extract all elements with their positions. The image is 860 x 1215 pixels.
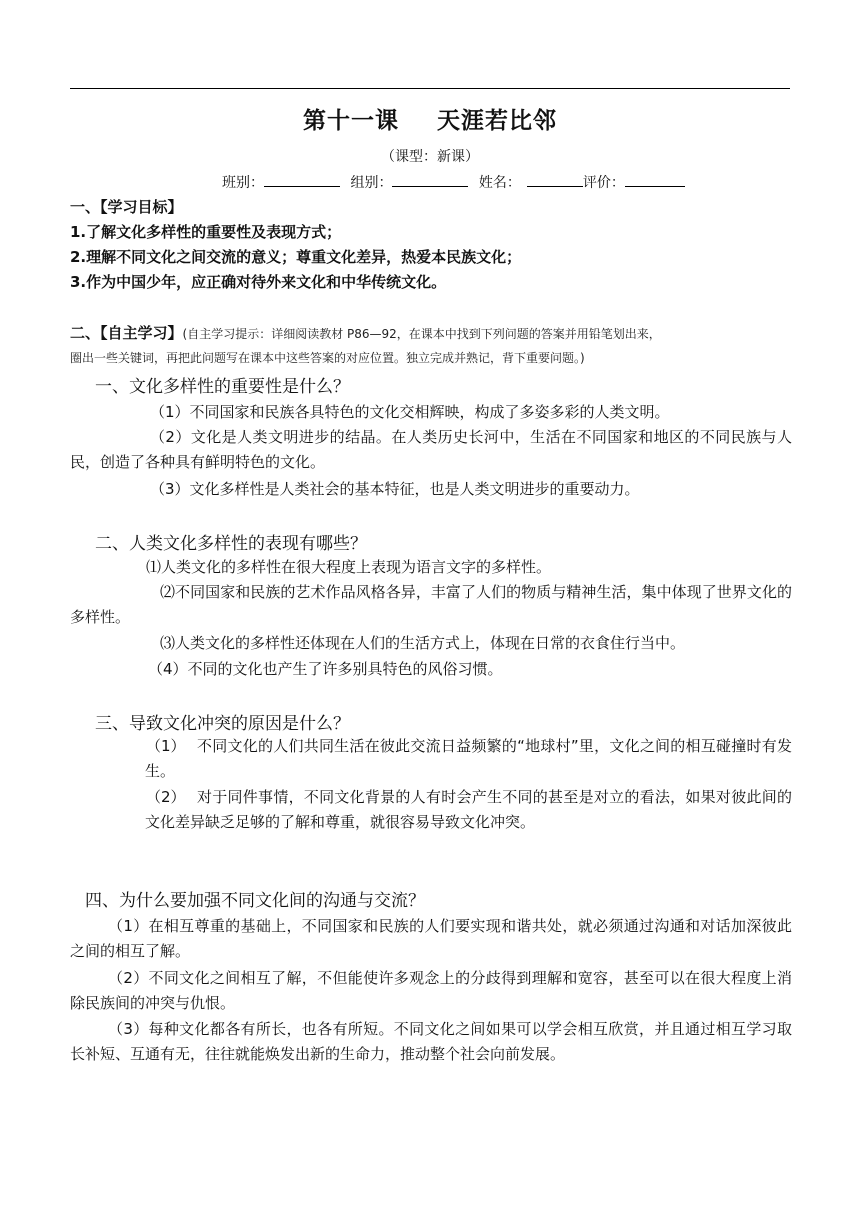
self-study-line [70, 321, 792, 347]
question-1-answer: （2）文化是人类文明进步的结晶。在人类历史长河中，生活在不同国家和地区的不同民族与人民，创造了各种具有鲜明特色的文化。 [70, 428, 792, 471]
question-3-heading: 三、导致文化冲突的原因是什么？ [95, 714, 350, 734]
self-study-hint: (自主学习提示：详细阅读教材 P86—92，在课本中找到下列问题的答案并用铅笔划出来， [182, 327, 661, 341]
question-2-answer: （4）不同的文化也产生了许多别具特色的风俗习惯。 [148, 660, 503, 678]
class-field[interactable] [264, 173, 340, 187]
eval-field[interactable] [625, 173, 685, 187]
class-label: 班别： [222, 175, 264, 191]
name-field[interactable] [527, 173, 583, 187]
question-1-answer: （1）不同国家和民族各具特色的文化交相辉映，构成了多姿多彩的人类文明。 [150, 403, 670, 421]
question-3-answer-number: （2） [146, 788, 186, 806]
self-study-hint-cont: 圈出一些关键词，再把此问题写在课本中这些答案的对应位置。独立完成并熟记，背下重要问题。) [70, 351, 585, 365]
self-study-heading: 二、【自主学习】 [70, 324, 183, 342]
lesson-type: （课型：新课） [381, 149, 479, 165]
question-4-answer: （2）不同文化之间相互了解，不但能使许多观念上的分歧得到理解和宽容，甚至可以在很大程度上消除民族间的冲突与仇恨。 [70, 969, 792, 1012]
lesson-name: 天涯若比邻 [437, 107, 557, 134]
question-3-answer: 不同文化的人们共同生活在彼此交流日益频繁的“地球村”里，文化之间的相互碰撞时有发生。 [145, 737, 792, 780]
question-4-answer: （1）在相互尊重的基础上，不同国家和民族的人们要实现和谐共处，就必须通过沟通和对话加深彼此之间的相互了解。 [70, 917, 792, 960]
question-2-answer: ⑴人类文化的多样性在很大程度上表现为语言文字的多样性。 [146, 558, 552, 576]
goal-item: 2.理解不同文化之间交流的意义；尊重文化差异，热爱本民族文化； [70, 248, 522, 266]
lesson-number: 第十一课 [303, 107, 399, 134]
question-2-answer: ⑶人类文化的多样性还体现在人们的生活方式上，体现在日常的衣食住行当中。 [160, 634, 686, 652]
question-1-heading: 一、文化多样性的重要性是什么？ [95, 377, 350, 397]
goal-item: 1.了解文化多样性的重要性及表现方式； [70, 223, 342, 241]
lesson-title [0, 102, 860, 135]
name-label: 姓名： [478, 175, 521, 191]
question-1-answer: （3）文化多样性是人类社会的基本特征，也是人类文明进步的重要动力。 [150, 480, 640, 498]
question-2-answer: ⑵不同国家和民族的艺术作品风格各异，丰富了人们的物质与精神生活，集中体现了世界文化的多样性。 [70, 583, 792, 626]
question-4-answer: （3）每种文化都各有所长，也各有所短。不同文化之间如果可以学会相互欣赏，并且通过相互学习取长补短、互通有无，往往就能焕发出新的生命力，推动整个社会向前发展。 [70, 1020, 792, 1063]
group-field[interactable] [392, 173, 468, 187]
goal-item: 3.作为中国少年，应正确对待外来文化和中华传统文化。 [70, 273, 447, 291]
goals-heading: 一、【学习目标】 [70, 198, 183, 216]
question-3-answer-number: （1） [146, 737, 186, 755]
student-info-row [222, 172, 685, 192]
question-2-heading: 二、人类文化多样性的表现有哪些？ [95, 534, 367, 554]
group-label: 组别： [350, 175, 393, 191]
top-rule [70, 88, 790, 89]
question-4-heading: 四、为什么要加强不同文化间的沟通与交流？ [85, 891, 425, 911]
question-3-answer: 对于同件事情，不同文化背景的人有时会产生不同的甚至是对立的看法，如果对彼此间的文化差异缺乏足够的了解和尊重，就很容易导致文化冲突。 [145, 788, 792, 831]
eval-label: 评价： [582, 175, 625, 191]
